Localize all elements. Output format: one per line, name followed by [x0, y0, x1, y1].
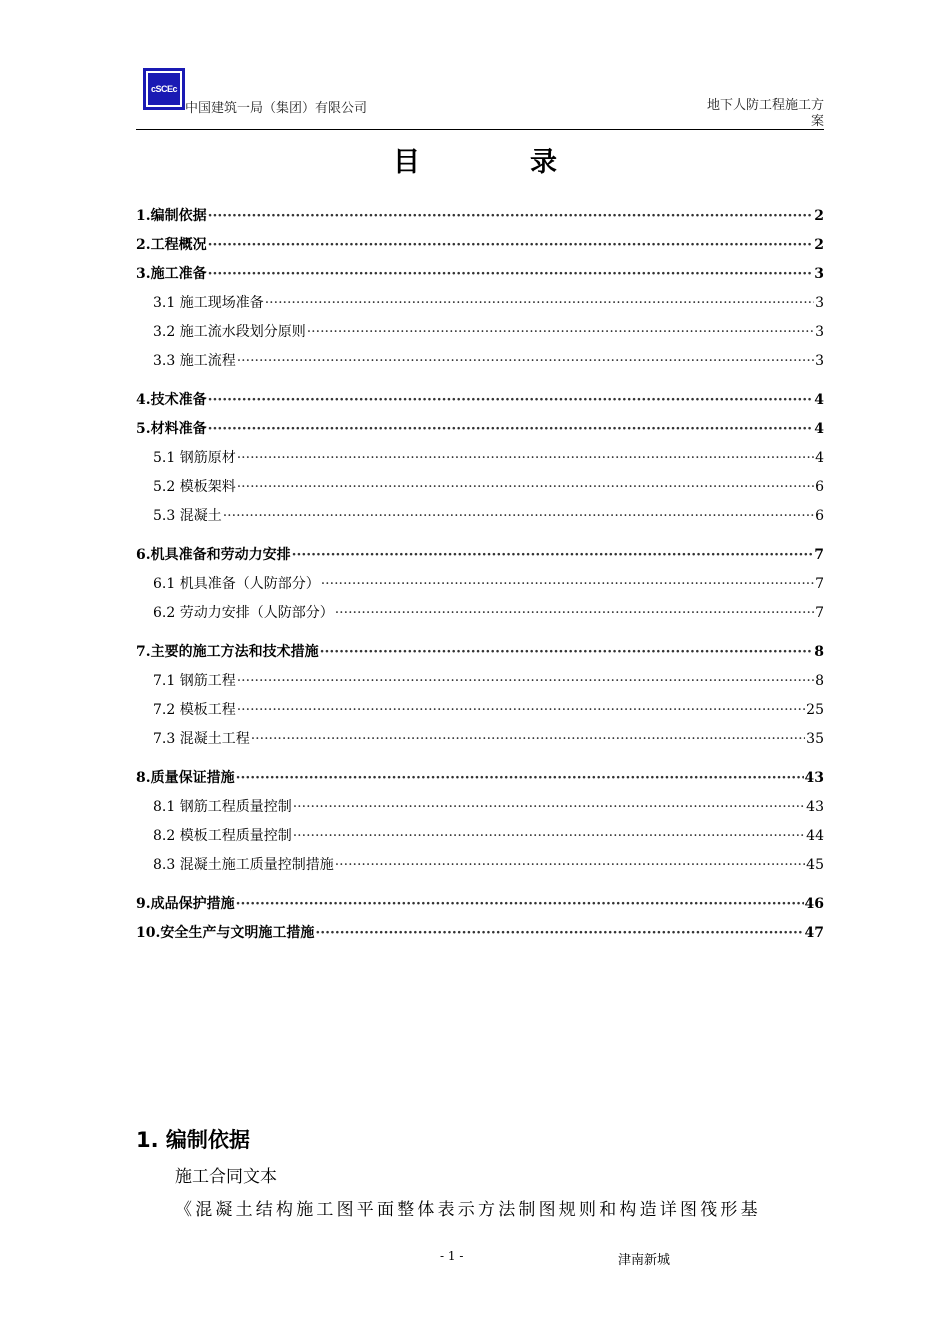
toc-dot-leader [292, 547, 814, 563]
toc-entry-page: 2 [814, 237, 824, 253]
toc-entry-page: 4 [814, 392, 824, 408]
toc-entry-page: 3 [815, 295, 824, 311]
body-paragraph-1: 施工合同文本 [175, 1167, 277, 1187]
toc-entry-page: 7 [815, 605, 824, 621]
toc-entry[interactable] [136, 825, 824, 854]
toc-entry-page: 8 [815, 673, 824, 689]
toc-entry[interactable] [136, 389, 824, 418]
toc-entry-page: 2 [814, 208, 824, 224]
toc-entry-label: 3.1 施工现场准备 [153, 295, 264, 311]
logo-text: cSCEc [146, 71, 182, 107]
toc-entry-page: 3 [815, 353, 824, 369]
toc-entry-page: 8 [814, 644, 824, 660]
header-project-line2: 案 [810, 113, 824, 128]
toc-entry[interactable] [136, 893, 824, 922]
toc-dot-leader [236, 770, 804, 786]
toc-entry-label: 7.3 混凝土工程 [153, 731, 250, 747]
toc-entry-label: 10.安全生产与文明施工措施 [136, 925, 315, 941]
section-heading: 1. 编制依据 [136, 1128, 250, 1152]
toc-entry[interactable] [136, 292, 824, 321]
toc-entry[interactable] [136, 699, 824, 728]
header-project-line1: 地下人防工程施工方 [706, 97, 824, 112]
toc-dot-leader [208, 208, 814, 224]
toc-entry-label: 5.3 混凝土 [153, 508, 222, 524]
toc-dot-leader [208, 266, 814, 282]
company-logo [143, 68, 185, 110]
toc-entry[interactable] [136, 796, 824, 825]
toc-dot-leader [237, 702, 805, 718]
toc-entry[interactable] [136, 573, 824, 602]
toc-dot-leader [315, 925, 803, 941]
header-project-title [684, 97, 824, 129]
toc-entry-label: 6.1 机具准备（人防部分） [153, 576, 320, 592]
toc-entry[interactable] [136, 922, 824, 951]
toc-dot-leader [251, 731, 805, 747]
toc-entry-label: 2.工程概况 [136, 237, 207, 253]
toc-entry[interactable] [136, 602, 824, 631]
toc-entry-label: 8.1 钢筋工程质量控制 [153, 799, 292, 815]
toc-entry[interactable] [136, 447, 824, 476]
toc-entry-label: 3.施工准备 [136, 266, 207, 282]
toc-entry-label: 8.质量保证措施 [136, 770, 235, 786]
toc-entry-page: 25 [806, 702, 824, 718]
toc-dot-leader [335, 857, 805, 873]
header-company-name: 中国建筑一局（集团）有限公司 [185, 100, 368, 115]
toc-dot-leader [237, 450, 814, 466]
toc-entry[interactable] [136, 670, 824, 699]
toc-entry-label: 7.1 钢筋工程 [153, 673, 236, 689]
toc-entry-label: 9.成品保护措施 [136, 896, 235, 912]
toc-dot-leader [335, 605, 814, 621]
toc-dot-leader [208, 421, 814, 437]
toc-dot-leader [320, 644, 814, 660]
toc-entry-page: 6 [815, 479, 824, 495]
toc-entry[interactable] [136, 767, 824, 796]
toc-entry-page: 3 [815, 324, 824, 340]
toc-entry[interactable] [136, 505, 824, 534]
toc-entry-page: 44 [806, 828, 824, 844]
toc-dot-leader [321, 576, 814, 592]
toc-dot-leader [293, 799, 805, 815]
toc-entry-page: 35 [806, 731, 824, 747]
toc-entry-page: 43 [804, 770, 824, 786]
toc-entry-label: 5.2 模板架料 [153, 479, 236, 495]
toc-entry[interactable] [136, 476, 824, 505]
toc-entry-page: 3 [814, 266, 824, 282]
toc-entry-label: 1.编制依据 [136, 208, 207, 224]
toc-entry-label: 8.2 模板工程质量控制 [153, 828, 292, 844]
toc-entry-page: 4 [815, 450, 824, 466]
toc-entry[interactable] [136, 544, 824, 573]
toc-entry-page: 46 [804, 896, 824, 912]
toc-entry-label: 3.2 施工流水段划分原则 [153, 324, 306, 340]
toc-entry[interactable] [136, 234, 824, 263]
footer-site-name: 津南新城 [618, 1252, 671, 1267]
toc-entry-page: 45 [806, 857, 824, 873]
toc-entry[interactable] [136, 350, 824, 379]
toc-dot-leader [208, 392, 814, 408]
toc-entry[interactable] [136, 418, 824, 447]
toc-dot-leader [237, 353, 814, 369]
toc-dot-leader [223, 508, 814, 524]
toc-dot-leader [236, 896, 804, 912]
toc-entry-page: 7 [815, 576, 824, 592]
toc-entry-label: 6.机具准备和劳动力安排 [136, 547, 291, 563]
toc-entry-page: 43 [806, 799, 824, 815]
header-divider [136, 129, 824, 130]
toc-entry[interactable] [136, 854, 824, 883]
toc-dot-leader [307, 324, 814, 340]
toc-dot-leader [237, 673, 814, 689]
toc-entry-page: 6 [815, 508, 824, 524]
toc-entry-label: 6.2 劳动力安排（人防部分） [153, 605, 334, 621]
body-paragraph-2: 《混凝土结构施工图平面整体表示方法制图规则和构造详图筏形基 [175, 1200, 761, 1220]
toc-entry[interactable] [136, 263, 824, 292]
toc-entry[interactable] [136, 641, 824, 670]
toc-entry-label: 3.3 施工流程 [153, 353, 236, 369]
toc-entry[interactable] [136, 728, 824, 757]
toc-entry-label: 4.技术准备 [136, 392, 207, 408]
toc-dot-leader [237, 479, 814, 495]
toc-entry-page: 7 [814, 547, 824, 563]
toc-entry-label: 7.2 模板工程 [153, 702, 236, 718]
toc-title: 目录 [393, 147, 667, 178]
toc-entry[interactable] [136, 321, 824, 350]
toc-entry-page: 4 [814, 421, 824, 437]
toc-entry-label: 8.3 混凝土施工质量控制措施 [153, 857, 334, 873]
toc-dot-leader [265, 295, 814, 311]
toc-entry-page: 47 [804, 925, 824, 941]
toc-dot-leader [293, 828, 805, 844]
toc-entry-label: 7.主要的施工方法和技术措施 [136, 644, 319, 660]
footer-page-number: - 1 - [440, 1249, 464, 1263]
toc-dot-leader [208, 237, 814, 253]
toc-entry[interactable] [136, 205, 824, 234]
table-of-contents [136, 205, 824, 951]
toc-entry-label: 5.材料准备 [136, 421, 207, 437]
toc-entry-label: 5.1 钢筋原材 [153, 450, 236, 466]
